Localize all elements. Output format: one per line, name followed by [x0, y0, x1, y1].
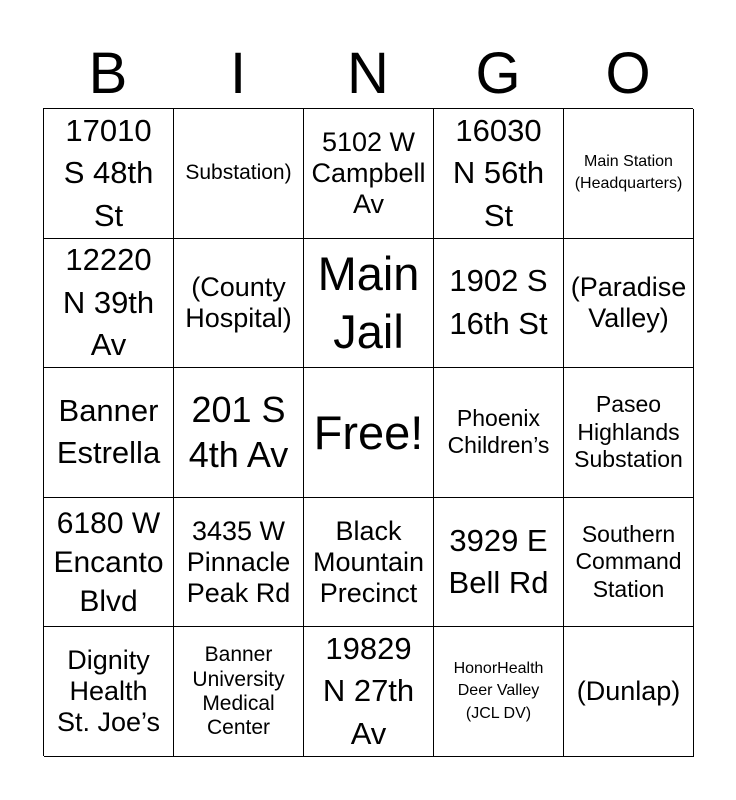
header-letter-b: B	[88, 41, 128, 106]
bingo-cell-g4[interactable]: 3929 E Bell Rd	[434, 498, 564, 628]
bingo-cell-n5[interactable]: 19829 N 27th Av	[304, 627, 434, 757]
bingo-cell-o3[interactable]: Paseo Highlands Substation	[564, 368, 694, 498]
bingo-cell-b1[interactable]: 17010 S 48th St	[44, 109, 174, 239]
bingo-cell-n4[interactable]: Black Mountain Precinct	[304, 498, 434, 628]
bingo-cell-o5[interactable]: (Dunlap)	[564, 627, 694, 757]
bingo-cell-i2[interactable]: (County Hospital)	[174, 239, 304, 369]
bingo-header	[43, 40, 693, 108]
bingo-cell-i5[interactable]: Banner University Medical Center	[174, 627, 304, 757]
bingo-cell-i3[interactable]: 201 S 4th Av	[174, 368, 304, 498]
bingo-cell-b5[interactable]: Dignity Health St. Joe’s	[44, 627, 174, 757]
bingo-cell-b4[interactable]: 6180 W Encanto Blvd	[44, 498, 174, 628]
bingo-cell-g5[interactable]: HonorHealth Deer Valley (JCL DV)	[434, 627, 564, 757]
bingo-cell-n2[interactable]: Main Jail	[304, 239, 434, 369]
bingo-cell-free[interactable]: Free!	[304, 368, 434, 498]
bingo-cell-i1[interactable]: Substation)	[174, 109, 304, 239]
bingo-cell-o2[interactable]: (Paradise Valley)	[564, 239, 694, 369]
header-letter-g: G	[475, 41, 521, 106]
bingo-cell-b3[interactable]: Banner Estrella	[44, 368, 174, 498]
bingo-cell-o1[interactable]: Main Station (Headquarters)	[564, 109, 694, 239]
bingo-cell-n1[interactable]: 5102 W Campbell Av	[304, 109, 434, 239]
bingo-cell-b2[interactable]: 12220 N 39th Av	[44, 239, 174, 369]
header-letter-i: I	[229, 41, 247, 106]
bingo-cell-g2[interactable]: 1902 S 16th St	[434, 239, 564, 369]
bingo-cell-g1[interactable]: 16030 N 56th St	[434, 109, 564, 239]
bingo-cell-g3[interactable]: Phoenix Children’s	[434, 368, 564, 498]
header-letter-n: N	[347, 41, 389, 106]
bingo-cell-i4[interactable]: 3435 W Pinnacle Peak Rd	[174, 498, 304, 628]
header-letter-o: O	[605, 41, 651, 106]
bingo-cell-o4[interactable]: Southern Command Station	[564, 498, 694, 628]
bingo-board	[43, 108, 693, 756]
